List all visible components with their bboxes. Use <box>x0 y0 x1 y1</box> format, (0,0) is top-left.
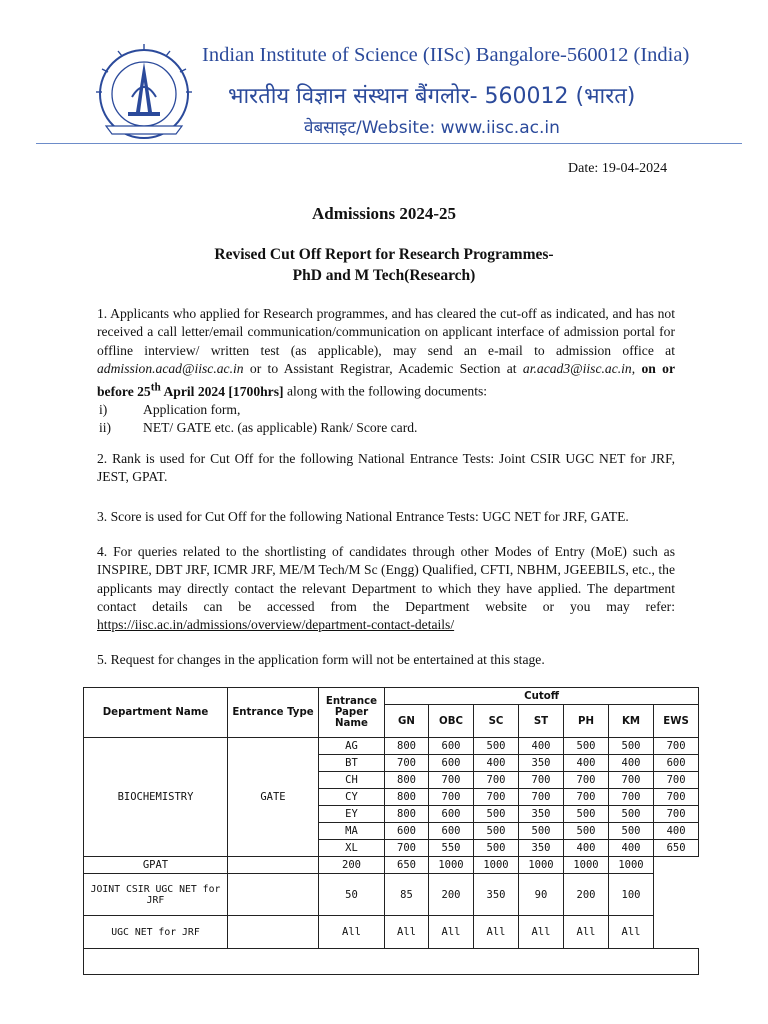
cutoff-cell: 650 <box>385 857 429 874</box>
cutoff-cell: 700 <box>654 738 699 755</box>
cutoff-cell: 700 <box>429 789 474 806</box>
entrance-type-cell: GPAT <box>84 857 228 874</box>
cutoff-cell: 400 <box>519 738 564 755</box>
list-item-number: i) <box>99 402 108 418</box>
cutoff-cell: 500 <box>474 806 519 823</box>
cutoff-cell: 600 <box>385 823 429 840</box>
registrar-email-link[interactable]: ar.acad3@iisc.ac.in <box>522 360 632 376</box>
header-divider <box>36 143 742 144</box>
cutoff-cell: 400 <box>474 755 519 772</box>
list-item-number: ii) <box>99 420 112 436</box>
cutoff-cell: All <box>385 916 429 949</box>
cutoff-cell: 700 <box>385 755 429 772</box>
deadline-text-a: on or before 25 <box>97 360 675 399</box>
cutoff-cell: 700 <box>564 789 609 806</box>
cutoff-cell: 400 <box>609 755 654 772</box>
cutoff-cell: 350 <box>474 874 519 916</box>
paragraph-1 <box>97 305 675 438</box>
paragraph-1-text-b: or to Assistant Registrar, Academic Section at <box>243 360 523 376</box>
cutoff-cell: 500 <box>564 806 609 823</box>
cutoff-cell: 400 <box>564 840 609 857</box>
cutoff-cell: 500 <box>519 823 564 840</box>
cutoff-cell: All <box>474 916 519 949</box>
cutoff-cell: 700 <box>564 772 609 789</box>
header-entrance-paper-name: Entrance Paper Name <box>319 688 385 738</box>
cutoff-cell: 500 <box>474 738 519 755</box>
cutoff-cell: 200 <box>319 857 385 874</box>
cutoff-cell: 700 <box>609 772 654 789</box>
cutoff-cell: 1000 <box>564 857 609 874</box>
cutoff-cell: 85 <box>385 874 429 916</box>
list-item-text: NET/ GATE etc. (as applicable) Rank/ Score card. <box>143 420 418 436</box>
paper-cell: MA <box>319 823 385 840</box>
paragraph-4 <box>97 543 675 634</box>
cutoff-cell: 500 <box>609 806 654 823</box>
header-category-st: ST <box>519 705 564 738</box>
header-category-sc: SC <box>474 705 519 738</box>
list-item <box>97 401 675 419</box>
paragraph-2: 2. Rank is used for Cut Off for the following National Entrance Tests: Joint CSIR UGC NET for JRF, JEST, GPAT. <box>97 451 675 485</box>
cutoff-cell: 550 <box>429 840 474 857</box>
paragraph-1-text-d: along with the following documents: <box>283 383 488 399</box>
header-entrance-type: Entrance Type <box>228 688 319 738</box>
cutoff-cell: 500 <box>609 823 654 840</box>
table-row <box>84 738 699 755</box>
table-row <box>84 874 699 916</box>
cutoff-cell: All <box>519 916 564 949</box>
cutoff-cell: 600 <box>429 823 474 840</box>
header-category-gn: GN <box>385 705 429 738</box>
cutoff-cell: 500 <box>474 823 519 840</box>
cutoff-cell: 500 <box>474 840 519 857</box>
header-category-km: KM <box>609 705 654 738</box>
header-category-ph: PH <box>564 705 609 738</box>
cutoff-cell: 600 <box>429 738 474 755</box>
other-rows <box>84 857 699 949</box>
cutoff-cell: 600 <box>429 806 474 823</box>
cutoff-cell: 400 <box>609 840 654 857</box>
cutoff-cell: 700 <box>385 840 429 857</box>
cutoff-cell: 350 <box>519 806 564 823</box>
cutoff-cell: All <box>429 916 474 949</box>
cutoff-cell: 400 <box>654 823 699 840</box>
cutoff-cell: All <box>319 916 385 949</box>
institute-name-hindi: भारतीय विज्ञान संस्थान बैंगलोर- 560012 (भारत) <box>228 84 636 109</box>
cutoff-cell: 700 <box>519 789 564 806</box>
document-date: Date: 19-04-2024 <box>568 161 668 176</box>
cutoff-cell: All <box>564 916 609 949</box>
document-subtitle-line1: Revised Cut Off Report for Research Programmes- <box>214 246 554 263</box>
cutoff-cell: 700 <box>654 806 699 823</box>
deadline-text-b: April 2024 [1700hrs] <box>160 383 284 399</box>
gate-rows <box>84 738 699 857</box>
cutoff-cell: 600 <box>429 755 474 772</box>
paper-cell: BT <box>319 755 385 772</box>
paper-cell <box>228 916 319 949</box>
cutoff-cell: 700 <box>474 772 519 789</box>
paper-cell: CY <box>319 789 385 806</box>
cutoff-cell: 100 <box>609 874 654 916</box>
cutoff-cell: 500 <box>564 738 609 755</box>
cutoff-cell: 650 <box>654 840 699 857</box>
cutoff-cell: 1000 <box>519 857 564 874</box>
institute-name-english: Indian Institute of Science (IISc) Bangalore-560012 (India) <box>202 44 690 66</box>
cutoff-cell: 500 <box>609 738 654 755</box>
table-empty-row <box>84 949 699 975</box>
cutoff-cell: 800 <box>385 806 429 823</box>
letterhead <box>0 0 768 150</box>
cutoff-cell: 800 <box>385 772 429 789</box>
entrance-type-cell: JOINT CSIR UGC NET for JRF <box>84 874 228 916</box>
cutoff-cell: 350 <box>519 755 564 772</box>
paper-cell <box>228 857 319 874</box>
paper-cell: AG <box>319 738 385 755</box>
cutoff-cell: 700 <box>474 789 519 806</box>
document-title: Admissions 2024-25 <box>311 204 457 223</box>
cutoff-cell: 700 <box>654 789 699 806</box>
department-cell: BIOCHEMISTRY <box>84 738 228 857</box>
cutoff-cell: 1000 <box>429 857 474 874</box>
entrance-type-cell: GATE <box>228 738 319 857</box>
paragraph-5: 5. Request for changes in the application form will not be entertained at this stage. <box>97 652 545 667</box>
cutoff-cell: 1000 <box>609 857 654 874</box>
entrance-type-cell: UGC NET for JRF <box>84 916 228 949</box>
table-row <box>84 916 699 949</box>
header-department-name: Department Name <box>84 688 228 738</box>
cutoff-cell: 800 <box>385 738 429 755</box>
document-subtitle-line2: PhD and M Tech(Research) <box>292 267 476 284</box>
cutoff-cell: 700 <box>429 772 474 789</box>
cutoff-cell: 350 <box>519 840 564 857</box>
paper-cell: XL <box>319 840 385 857</box>
website-line: वेबसाइट/Website: www.iisc.ac.in <box>304 118 560 138</box>
cutoff-cell: 200 <box>564 874 609 916</box>
cutoff-cell: 50 <box>319 874 385 916</box>
table-row <box>84 857 699 874</box>
paragraph-1-text-c: , <box>631 360 642 376</box>
cutoff-cell: 700 <box>609 789 654 806</box>
paragraph-1-text-a: 1. Applicants who applied for Research programmes, and has cleared the cut-off as indicated, and has not received a call letter/email communication/communication on applicant interface of admission portal for offline interview/ written test (as applicable), may send an e-mail to admission office at <box>97 306 675 358</box>
cutoff-cell: 1000 <box>474 857 519 874</box>
paragraph-3: 3. Score is used for Cut Off for the following National Entrance Tests: UGC NET for JRF, GATE. <box>97 509 629 524</box>
cutoff-cell: 800 <box>385 789 429 806</box>
header-category-obc: OBC <box>429 705 474 738</box>
iisc-logo <box>92 42 196 146</box>
paper-cell: EY <box>319 806 385 823</box>
list-item-text: Application form, <box>143 402 241 418</box>
list-item <box>97 419 675 437</box>
paper-cell <box>228 874 319 916</box>
department-contact-link[interactable]: https://iisc.ac.in/admissions/overview/department-contact-details/ <box>97 617 455 633</box>
paper-cell: CH <box>319 772 385 789</box>
cutoff-cell: 500 <box>564 823 609 840</box>
cutoff-cell: All <box>609 916 654 949</box>
paragraph-4-text: 4. For queries related to the shortlisting of candidates through other Modes of Entry (MoE) such as INSPIRE, DBT JRF, ICMR JRF, ME/M Tech/M Sc (Engg) Qualified, CFTI, NBHM, JGEEBILS, etc., the applicants may directly contact the relevant Department to which they have applied. The department contact details can be accessed from the Department website or you may refer: <box>97 544 675 614</box>
cutoff-cell: 700 <box>654 772 699 789</box>
admission-email-link[interactable]: admission.acad@iisc.ac.in <box>97 360 244 376</box>
cutoff-cell: 90 <box>519 874 564 916</box>
cutoff-cell: 700 <box>519 772 564 789</box>
cutoff-cell: 400 <box>564 755 609 772</box>
header-category-ews: EWS <box>654 705 699 738</box>
cutoff-cell: 200 <box>429 874 474 916</box>
header-cutoff: Cutoff <box>385 688 699 705</box>
cutoff-cell: 600 <box>654 755 699 772</box>
documents-list <box>97 401 675 438</box>
deadline-superscript: th <box>150 381 161 394</box>
cutoff-table <box>83 687 699 975</box>
